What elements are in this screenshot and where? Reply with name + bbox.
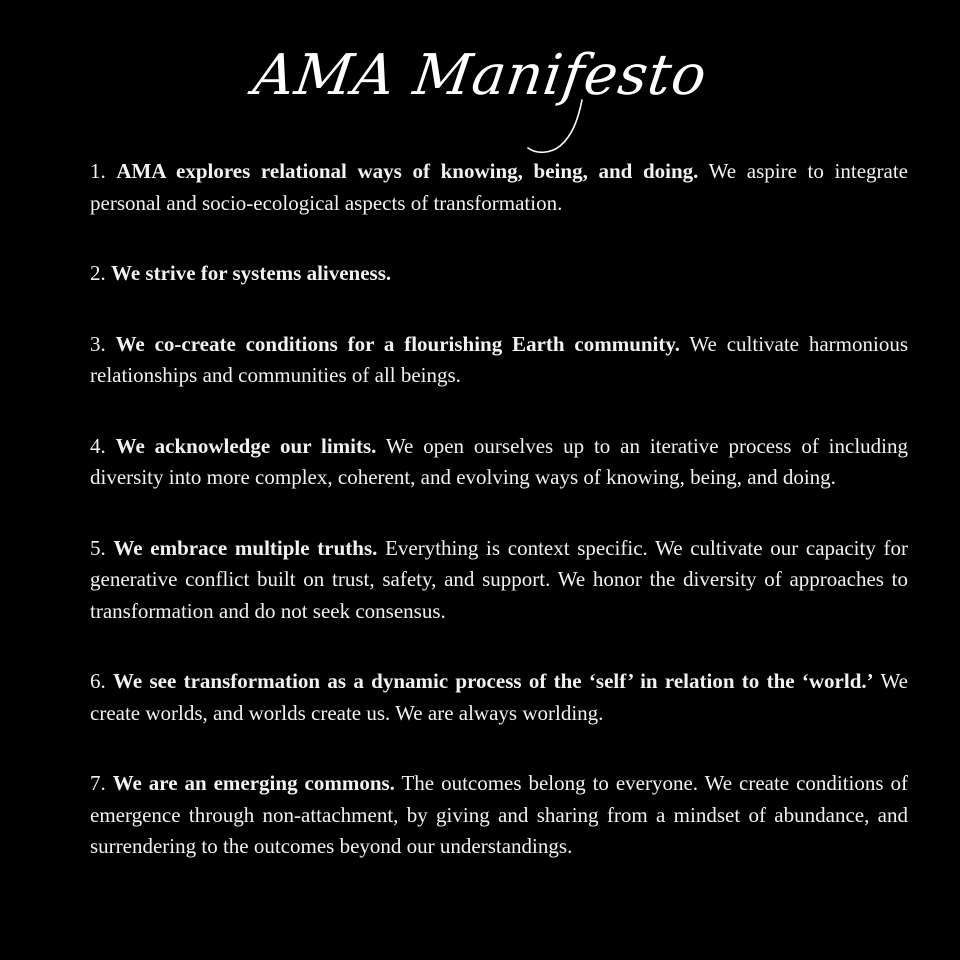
item-body: We create worlds, and worlds create us. We are always worlding. [90,669,909,725]
item-body: We open ourselves up to an iterative process of including diversity into more complex, coherent, and evolving ways of knowing, being, and doing. [90,433,909,489]
manifesto-list [90,156,908,863]
manifesto-item [90,329,908,392]
title-area [0,36,960,156]
item-number: 3. [90,331,106,356]
item-lead: We co-create conditions for a flourishing Earth community. [115,331,680,356]
item-number: 6. [90,669,106,693]
item-lead: We acknowledge our limits. [115,433,377,458]
manifesto-item [90,666,908,729]
item-lead: We strive for systems aliveness. [111,261,392,285]
manifesto-item [90,768,908,863]
item-number: 7. [90,771,106,795]
page-title: AMA Manifesto [249,43,711,108]
item-body: We cultivate harmonious relationships and communities of all beings. [90,331,908,387]
item-lead: AMA explores relational ways of knowing, being, and doing. [116,159,699,183]
item-number: 1. [90,159,106,183]
title-flourish [520,96,610,160]
manifesto-item [90,431,908,494]
manifesto-item [90,156,908,219]
item-number: 2. [90,261,106,285]
item-number: 4. [90,433,106,458]
item-body: We aspire to integrate personal and socio-ecological aspects of transformation. [90,159,908,215]
item-body: Everything is context specific. We cultivate our capacity for generative conflict built on trust, safety, and support. We honor the diversity of approaches to transformation and do not seek consensus. [90,535,909,623]
manifesto-item [90,533,908,628]
item-lead: We are an emerging commons. [112,771,395,795]
item-number: 5. [90,535,106,560]
item-lead: We see transformation as a dynamic process of the ‘self’ in relation to the ‘world.’ [113,669,874,693]
manifesto-item [90,258,908,290]
item-body: The outcomes belong to everyone. We create conditions of emergence through non-attachment, by giving and sharing from a mindset of abundance, and surrendering to the outcomes beyond our understandings. [90,771,908,858]
item-lead: We embrace multiple truths. [113,535,378,560]
